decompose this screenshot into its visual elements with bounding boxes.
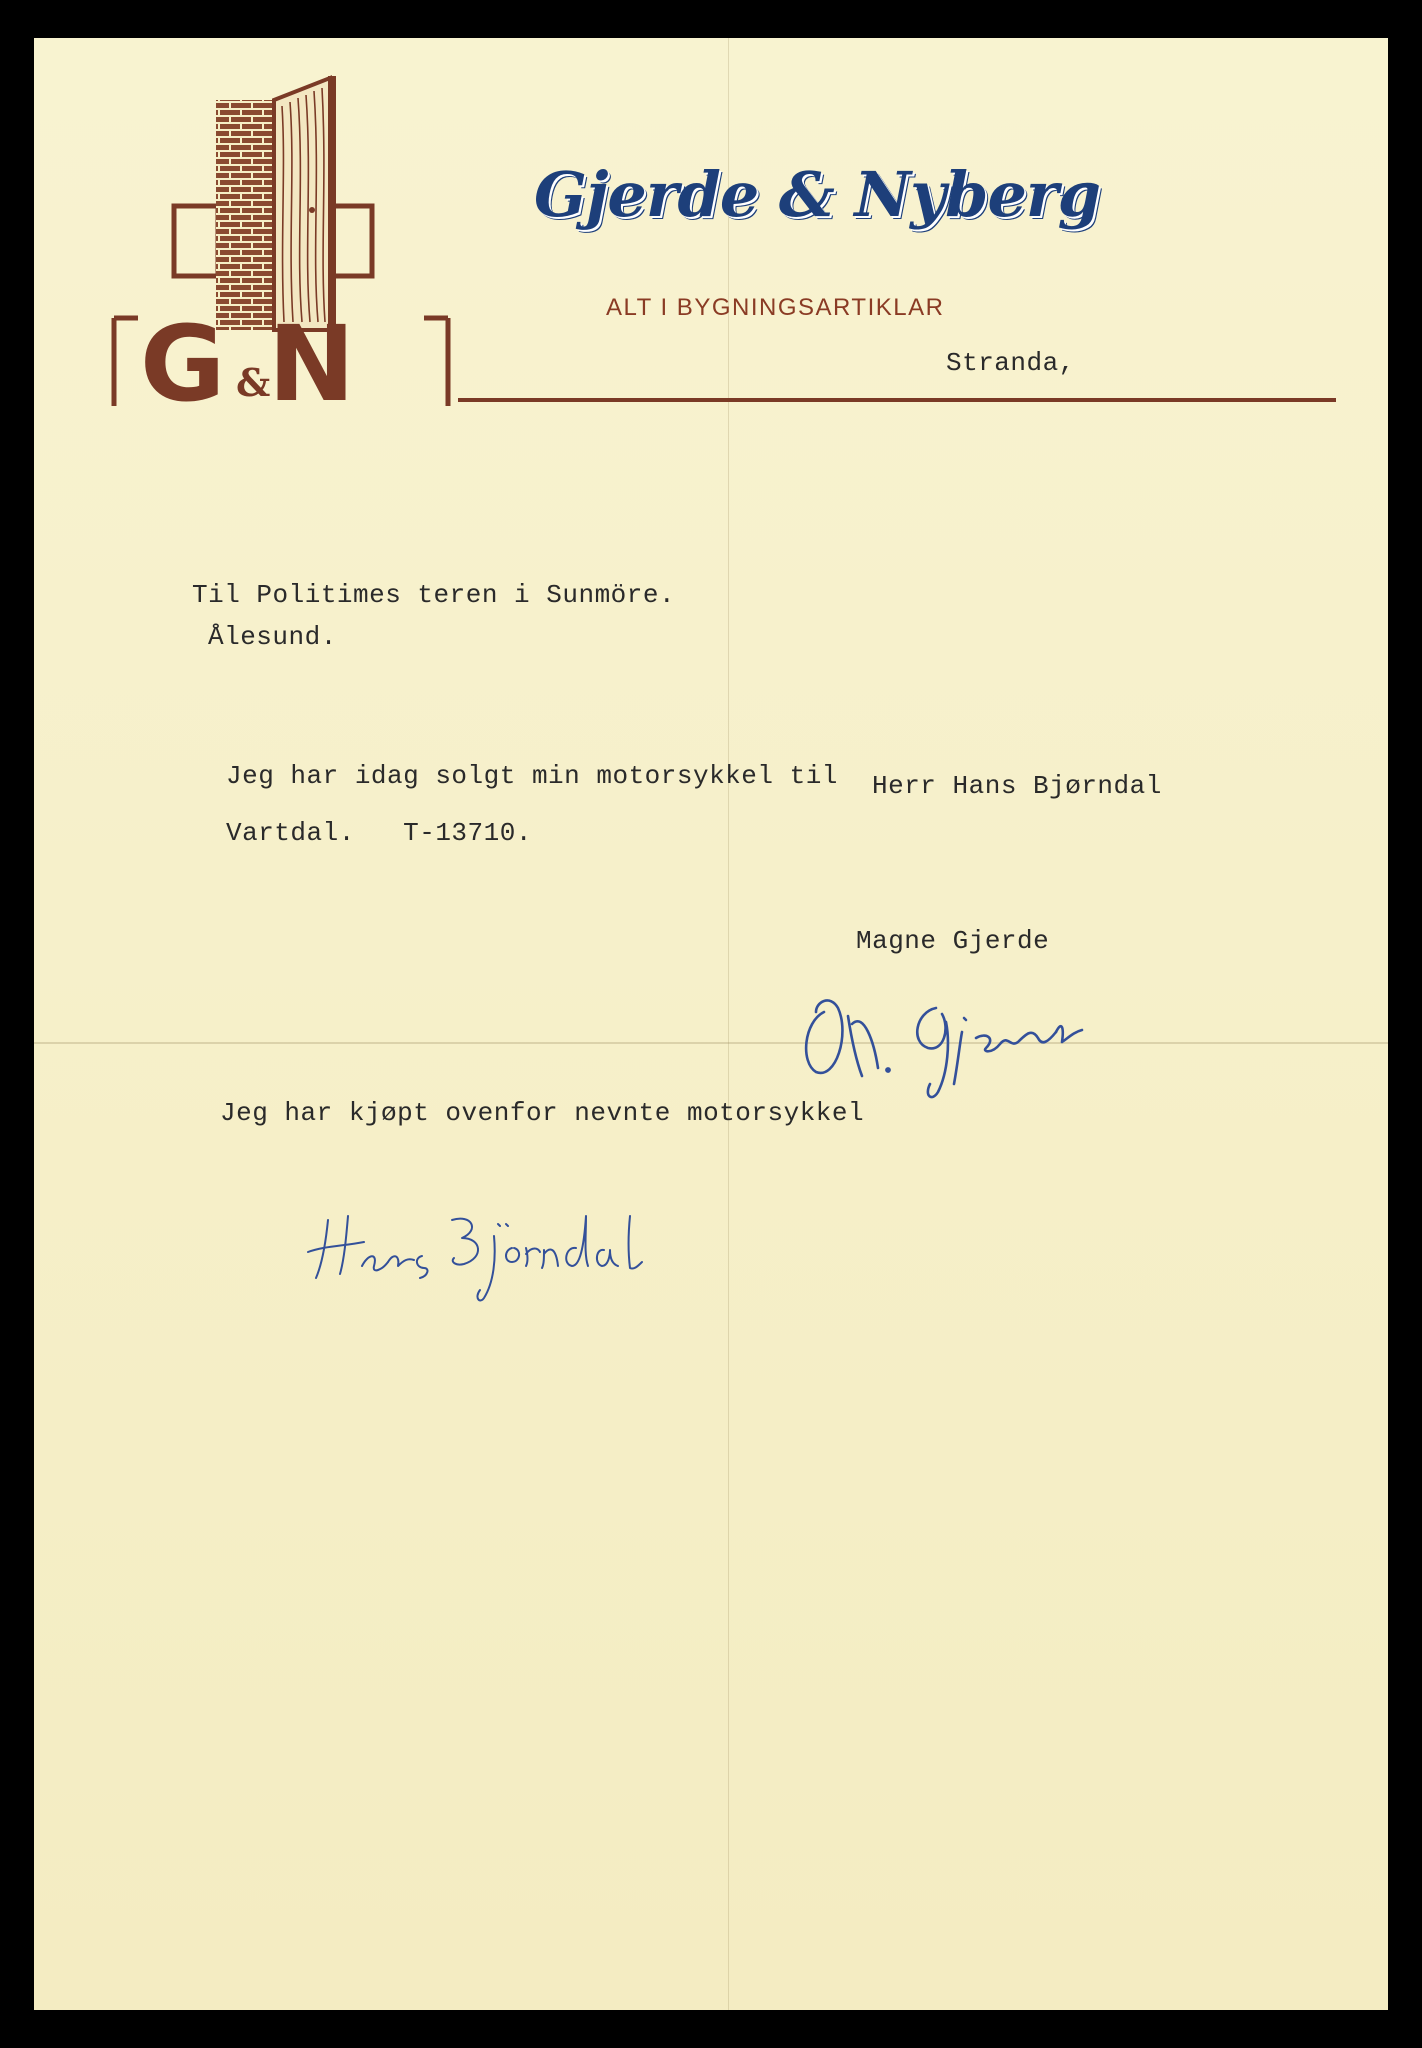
logo-ampersand: & (236, 360, 271, 405)
letter-paper (34, 38, 1388, 2010)
sender-name: Magne Gjerde (856, 926, 1050, 956)
recipient-line-1: Til Politimes teren i Sunmöre. (192, 580, 676, 610)
sale-text-line-2: Vartdal. T-13710. (226, 818, 532, 848)
logo-letter-n: N (268, 303, 356, 406)
recipient-line-2: Ålesund. (208, 622, 337, 652)
buyer-signature (304, 1186, 744, 1306)
letter-place: Stranda, (946, 348, 1075, 378)
fold-line-vertical (728, 38, 729, 2010)
company-logo (98, 60, 458, 406)
company-name: Gjerde & Nyberg (534, 158, 1100, 231)
purchase-text: Jeg har kjøpt ovenfor nevnte motorsykkel (220, 1098, 865, 1128)
brick-wall (216, 100, 272, 330)
sale-text-part-2: Herr Hans Bjørndal (872, 771, 1162, 801)
logo-frame-left (174, 206, 218, 276)
company-tagline: ALT I BYGNINGSARTIKLAR (606, 294, 945, 321)
logo-letter-g: G (140, 303, 226, 406)
letterhead-rule (458, 398, 1336, 402)
seller-signature (786, 972, 1146, 1112)
fold-line-horizontal (34, 1042, 1388, 1044)
sale-text-part-1: Jeg har idag solgt min motorsykkel til (226, 761, 838, 791)
